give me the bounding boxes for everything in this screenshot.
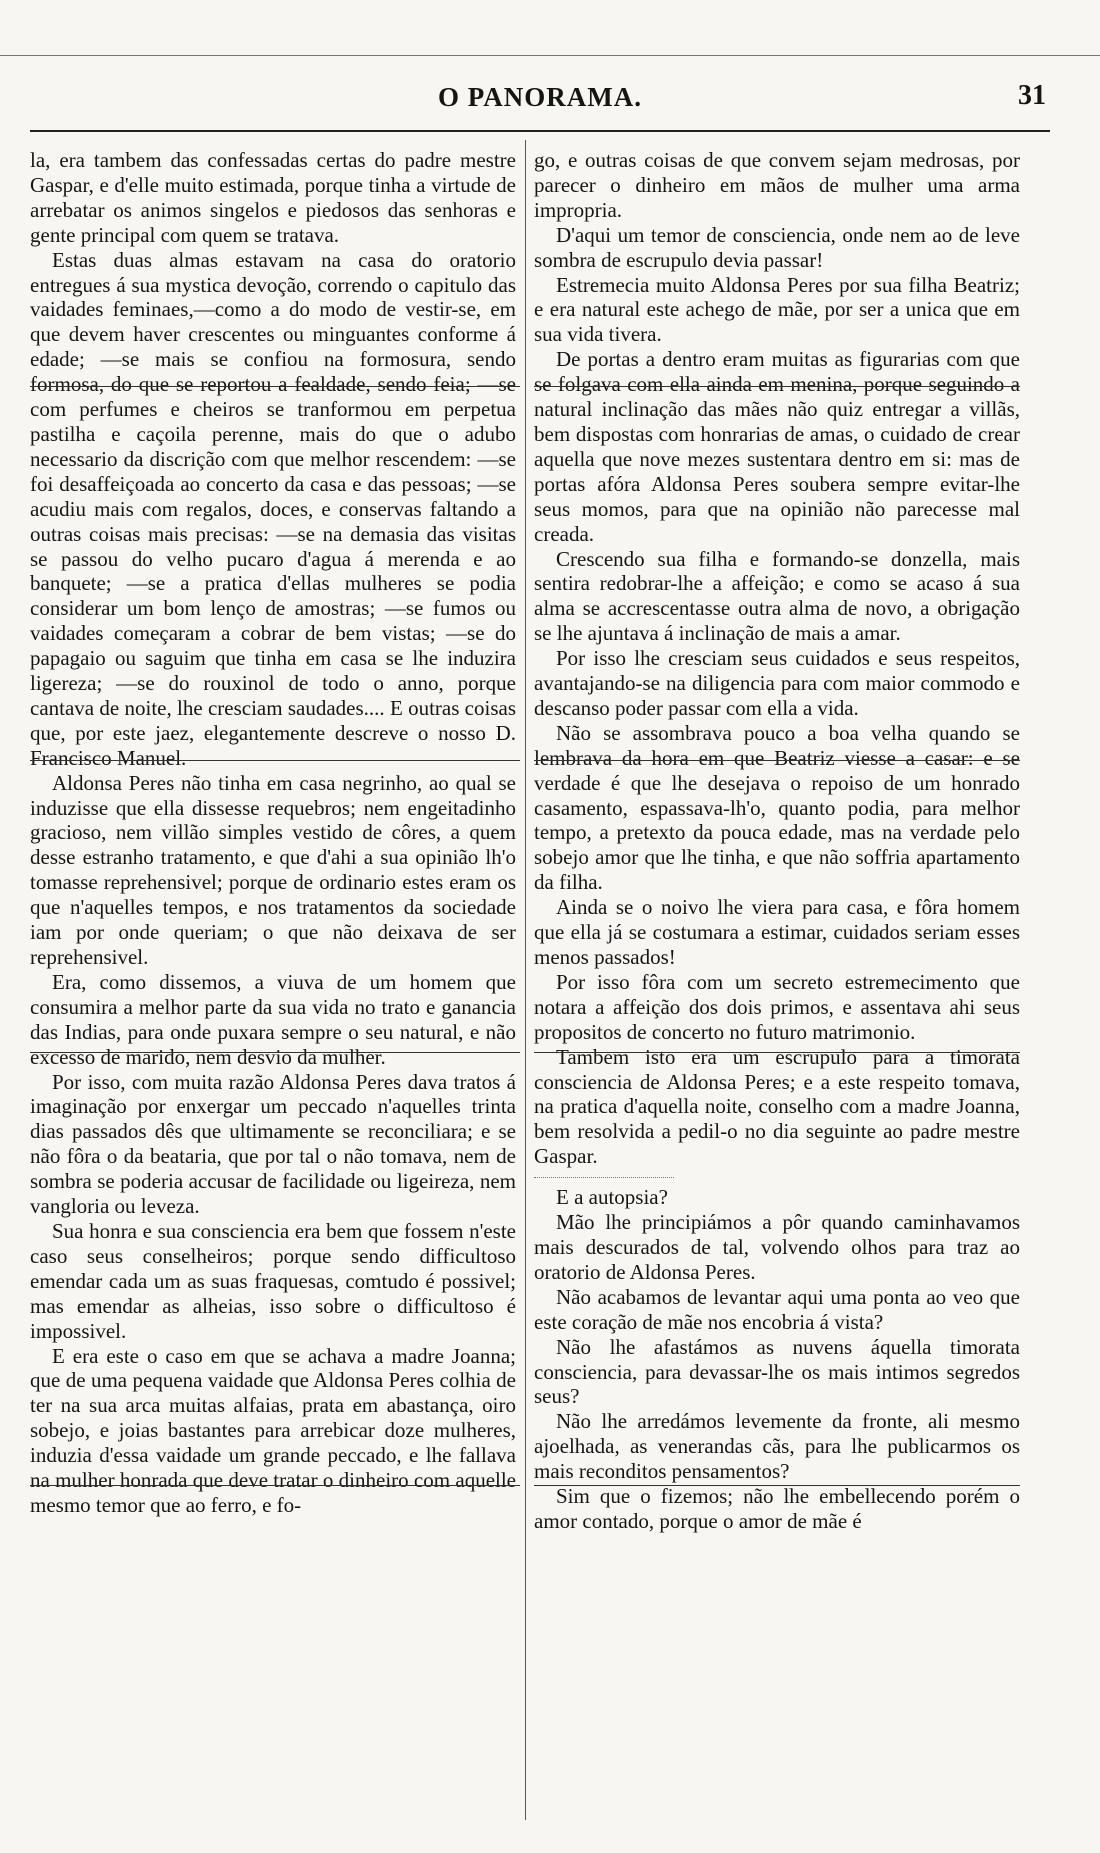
paragraph: Por isso fôra com um secreto estremecimento que notara a affeição dos dois primos, e assentava ahi seus propositos de concerto no futuro matrimonio.: [534, 969, 1020, 1044]
section-separator: [534, 1177, 674, 1179]
paragraph: D'aqui um temor de consciencia, onde nem ao de leve sombra de escrupulo devia passar!: [534, 222, 1020, 272]
scan-line: [30, 760, 520, 761]
paragraph: Não acabamos de levantar aqui uma ponta ao veo que este coração de mãe nos encobria á vista?: [534, 1284, 1020, 1334]
paragraph: Crescendo sua filha e formando-se donzella, mais sentira redobrar-lhe a affeição; e como se acaso á sua alma se accrescentasse outra alma de novo, a obrigação se lhe ajuntava á inclinação de mais a amar.: [534, 546, 1020, 646]
left-column: [30, 148, 516, 1518]
paragraph: E era este o caso em que se achava a madre Joanna; que de uma pequena vaidade que Aldonsa Peres colhia de ter na sua arca muitas alfaias, prata em abastança, oiro sobejo, e joias bastantes para arrebicar doze mulheres, induzia d'essa vaidade um grande peccado, e lhe fallava na mulher honrada que deve tratar o dinheiro com aquelle mesmo temor que ao ferro, e fo-: [30, 1343, 516, 1517]
page-header: [30, 82, 1050, 122]
paragraph: Não lhe afastámos as nuvens áquella timorata consciencia, para devassar-lhe os mais intimos segredos seus?: [534, 1334, 1020, 1409]
paragraph: Não se assombrava pouco a boa velha quando se lembrava da hora em que Beatriz viesse a casar: e se verdade é que lhe desejava o repoiso de um honrado casamento, espassava-lh'o, quanto podia, para melhor tempo, a pretexto da pouca edade, mas na verdade pelo sobejo amor que lhe tinha, e que não soffria apartamento da filha.: [534, 720, 1020, 895]
paragraph: Ainda se o noivo lhe viera para casa, e fôra homem que ella já se costumara a estimar, cuidados seriam esses menos passados!: [534, 895, 1020, 969]
paragraph: Sim que o fizemos; não lhe embellecendo porém o amor contado, porque o amor de mãe é: [534, 1484, 1020, 1533]
paragraph: la, era tambem das confessadas certas do padre mestre Gaspar, e d'elle muito estimada, porque tinha a virtude de arrebatar os animos singelos e piedosos das senhoras e gente principal com quem se tratava.: [30, 148, 516, 247]
scan-line: [30, 386, 520, 387]
top-rule: [0, 55, 1100, 56]
right-column: [534, 148, 1020, 1534]
column-divider: [525, 140, 526, 1820]
scan-line: [30, 1052, 520, 1053]
header-rule: [30, 130, 1050, 132]
paragraph: Por isso, com muita razão Aldonsa Peres dava tratos á imaginação por enxergar um peccado n'aquelles trinta dias passados dês que ultimamente se reconciliara; e se não fôra o da beataria, que por tal o não tomava, nem de sombra se poderia accusar de facilidade ou ligeireza, nem vangloria ou leveza.: [30, 1069, 516, 1219]
paragraph: Estremecia muito Aldonsa Peres por sua filha Beatriz; e era natural este achego de mãe, por ser a unica que em sua vida tivera.: [534, 272, 1020, 347]
paragraph: Não lhe arredámos levemente da fronte, ali mesmo ajoelhada, as venerandas cãs, para lhe publicarmos os mais reconditos pensamentos?: [534, 1409, 1020, 1484]
paragraph: Era, como dissemos, a viuva de um homem que consumira a melhor parte da sua vida no trato e ganancia das Indias, para onde puxara sempre o seu natural, e não excesso de marido, nem desvio da mulher.: [30, 969, 516, 1069]
paragraph: De portas a dentro eram muitas as figurarias com que se folgava com ella ainda em menina, porque seguindo a natural inclinação das mães não quiz entregar a villãs, bem dispostas com honrarias de amas, o cuidado de crear aquella que nove mezes sustentara dentro em si: mas de portas afóra Aldonsa Peres soubera sempre evitar-lhe seus momos, para que na opinião não parecesse mal creada.: [534, 347, 1020, 546]
scan-line: [30, 1485, 520, 1486]
paragraph: Sua honra e sua consciencia era bem que fossem n'este caso seus conselheiros; porque sendo difficultoso emendar cada um as suas fraquesas, comtudo é possivel; mas emendar as alheias, isso sobre o difficultoso é impossivel.: [30, 1218, 516, 1343]
paragraph: go, e outras coisas de que convem sejam medrosas, por parecer o dinheiro em mãos de mulher uma arma impropria.: [534, 148, 1020, 222]
paragraph: Por isso lhe cresciam seus cuidados e seus respeitos, avantajando-se na diligencia para com maior commodo e descanso poder passar com ella a vida.: [534, 646, 1020, 720]
page-number: 31: [1018, 80, 1046, 111]
paragraph: Mão lhe principiámos a pôr quando caminhavamos mais descurados de tal, volvendo olhos para traz ao oratorio de Aldonsa Peres.: [534, 1210, 1020, 1284]
paragraph: E a autopsia?: [556, 1185, 668, 1210]
paragraph: Estas duas almas estavam na casa do oratorio entregues á sua mystica devoção, correndo o capitulo das vaidades feminaes,—como a do modo de vestir-se, em que devem haver crescentes ou minguantes conforme á edade; —se mais se confiou na formosura, sendo formosa, do que se reportou a fealdade, sendo feia; —se com perfumes e cheiros se tranformou em perpetua pastilha e caçoila perenne, mais do que o adubo necessario da discrição com que melhor rescendem: —se foi desaffeiçoada ao concerto da casa e das pessoas; —se acudiu mais com regalos, doces, e conservas faltando a outras coisas mais precisas: —se na demasia das visitas se passou do velho pucaro d'agua á merenda e ao banquete; —se a pratica d'ellas mulheres se podia considerar um bom lenço de amostras; —se fumos ou vaidades começaram a cobrar de bem vistas; —se do papagaio ou saguim que tinha em casa se lhe induzira ligereza; —se do rouxinol de todo o anno, porque cantava de noite, lhe cresciam saudades.... E outras coisas que, por este jaez, elegantemente descreve o nosso D. Francisco Manuel.: [30, 247, 516, 770]
scan-line: [534, 1052, 1020, 1053]
scan-line: [534, 386, 1020, 387]
paragraph: Aldonsa Peres não tinha em casa negrinho, ao qual se induzisse que ella dissesse requebros; nem engeitadinho gracioso, nem villão simples vestido de côres, a quem desse estranho tratamento, e que d'ahi a sua opinião lh'o tomasse reprehensivel; porque de ordinario estes eram os que n'aquelles tempos, e nos tratamentos da sociedade iam por onde queriam; o que não deixava de ser reprehensivel.: [30, 770, 516, 969]
paragraph: Tambem isto era um escrupulo para a timorata consciencia de Aldonsa Peres; e a este respeito tomava, na pratica d'aquella noite, conselho com a madre Joanna, bem resolvida a pedil-o no dia seguinte ao padre mestre Gaspar.: [534, 1044, 1020, 1169]
scan-line: [534, 760, 1020, 761]
scan-line: [534, 1485, 1020, 1486]
publication-title: O PANORAMA.: [438, 82, 642, 112]
